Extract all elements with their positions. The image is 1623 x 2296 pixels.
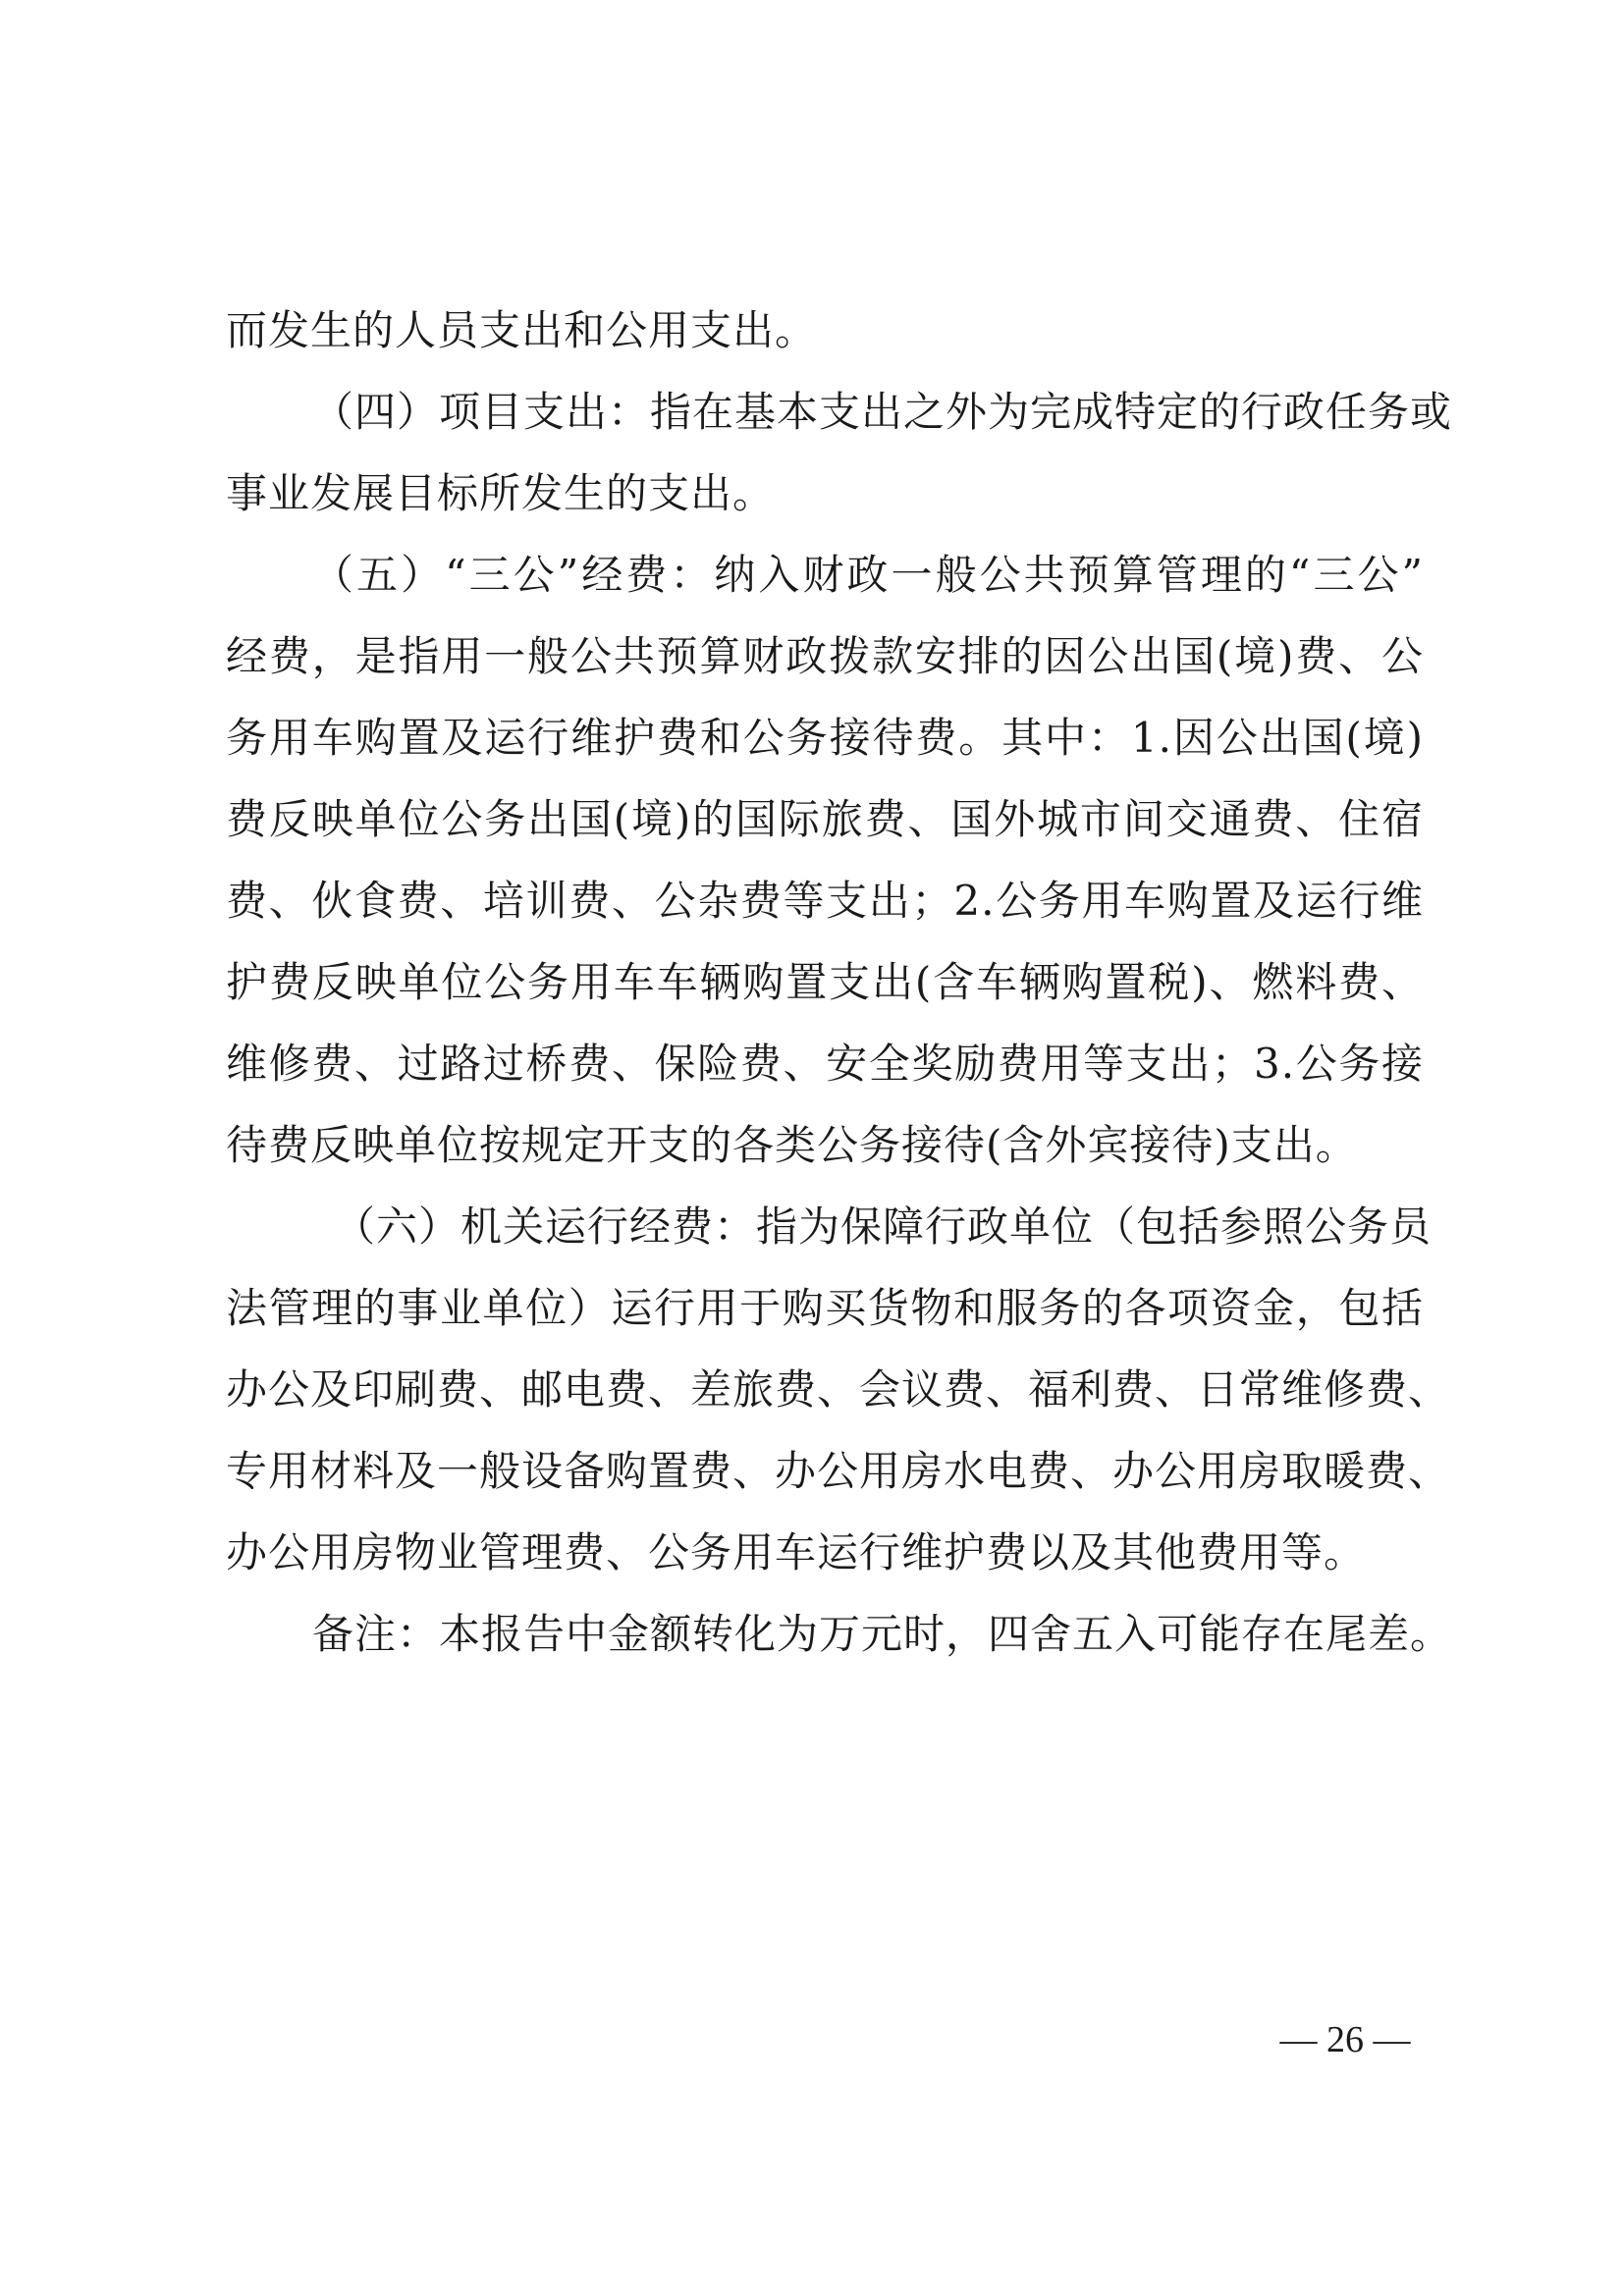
text-line: 务用车购置及运行维护费和公务接待费。其中：1.因公出国(境) xyxy=(226,714,1424,762)
page-number: — 26 — xyxy=(1279,2019,1411,2060)
text-line: 费反映单位公务出国(境)的国际旅费、国外城市间交通费、住宿 xyxy=(226,795,1424,843)
text-line: 而发生的人员支出和公用支出。 xyxy=(226,306,818,354)
text-line: （五）“三公”经费：纳入财政一般公共预算管理的“三公” xyxy=(312,551,1424,599)
text-line: 专用材料及一般设备购置费、办公用房水电费、办公用房取暖费、 xyxy=(226,1447,1451,1495)
text-line: 维修费、过路过桥费、保险费、安全奖励费用等支出；3.公务接 xyxy=(226,1040,1424,1088)
text-line: 费、伙食费、培训费、公杂费等支出；2.公务用车购置及运行维 xyxy=(226,877,1424,925)
text-line: 法管理的事业单位）运行用于购买货物和服务的各项资金，包括 xyxy=(226,1284,1424,1332)
text-line: 办公及印刷费、邮电费、差旅费、会议费、福利费、日常维修费、 xyxy=(226,1365,1451,1414)
text-line: 经费，是指用一般公共预算财政拨款安排的因公出国(境)费、公 xyxy=(226,632,1424,680)
text-line: （四）项目支出：指在基本支出之外为完成特定的行政任务或 xyxy=(312,388,1453,436)
text-line: 事业发展目标所发生的支出。 xyxy=(226,469,776,517)
text-line: 备注：本报告中金额转化为万元时，四舍五入可能存在尾差。 xyxy=(312,1610,1453,1658)
text-line: （六）机关运行经费：指为保障行政单位（包括参照公务员 xyxy=(334,1202,1433,1251)
text-line: 护费反映单位公务用车车辆购置支出(含车辆购置税)、燃料费、 xyxy=(226,958,1424,1006)
text-line: 办公用房物业管理费、公务用车运行维护费以及其他费用等。 xyxy=(226,1528,1367,1576)
text-line: 待费反映单位按规定开支的各类公务接待(含外宾接待)支出。 xyxy=(226,1121,1358,1169)
